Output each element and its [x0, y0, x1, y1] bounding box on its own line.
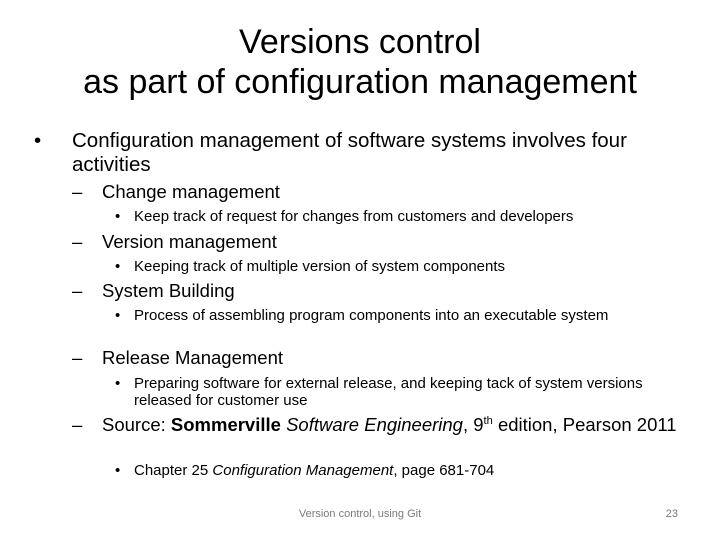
bullet-marker: •: [115, 258, 121, 275]
detail-system-building: [115, 307, 634, 324]
bullet-intro-text: Configuration management of software systems involves four activities: [72, 129, 627, 176]
chapter-pre: Chapter 25: [134, 462, 213, 479]
sub-bullet-change-management: [72, 181, 692, 203]
detail-text: Keep track of request for changes from customers and developers: [134, 208, 574, 225]
dash-marker: –: [72, 231, 83, 252]
dash-marker: –: [72, 280, 83, 301]
bullet-marker: •: [34, 129, 42, 152]
detail-change-management: [115, 208, 694, 225]
bullet-marker: •: [115, 208, 121, 225]
bullet-marker: •: [115, 307, 121, 324]
detail-text: Keeping track of multiple version of system components: [134, 258, 506, 275]
source-edition-sup: th: [483, 414, 493, 427]
bullet-marker: •: [115, 462, 121, 479]
bullet-intro: [34, 129, 672, 177]
sub-bullet-source: [72, 414, 682, 436]
detail-text: Preparing software for external release, and keeping tack of system versions released for customer use: [134, 375, 643, 409]
dash-marker: –: [72, 414, 83, 435]
detail-release-management: [115, 375, 669, 409]
dash-marker: –: [72, 347, 83, 368]
page-number: 23: [665, 508, 678, 520]
bullet-marker: •: [115, 375, 121, 392]
source-author: Sommerville: [170, 414, 281, 435]
slide-title: [0, 22, 720, 102]
sub-bullet-text: Release Management: [102, 347, 283, 368]
slide-title-line-2: as part of configuration management: [83, 63, 637, 101]
sub-bullet-text: Change management: [102, 181, 280, 202]
source-book-title: Software Engineering: [286, 414, 463, 435]
source-prefix: Source:: [102, 414, 171, 435]
detail-version-management: [115, 258, 694, 275]
chapter-post: , page 681-704: [393, 462, 495, 479]
sub-bullet-release-management: [72, 347, 692, 369]
dash-marker: –: [72, 181, 83, 202]
sub-bullet-version-management: [72, 231, 692, 253]
sub-bullet-text: Version management: [102, 231, 277, 252]
source-edition-pre: , 9: [462, 414, 484, 435]
footer-text: Version control, using Git: [298, 508, 422, 520]
sub-bullet-text: System Building: [102, 280, 235, 301]
source-edition-post: edition, Pearson 2011: [492, 414, 677, 435]
detail-text: Process of assembling program components into an executable system: [134, 307, 609, 324]
chapter-title: Configuration Management: [212, 462, 394, 479]
detail-source-chapter: [115, 462, 694, 479]
slide-title-line-1: Versions control: [239, 23, 481, 61]
sub-bullet-system-building: [72, 280, 692, 302]
